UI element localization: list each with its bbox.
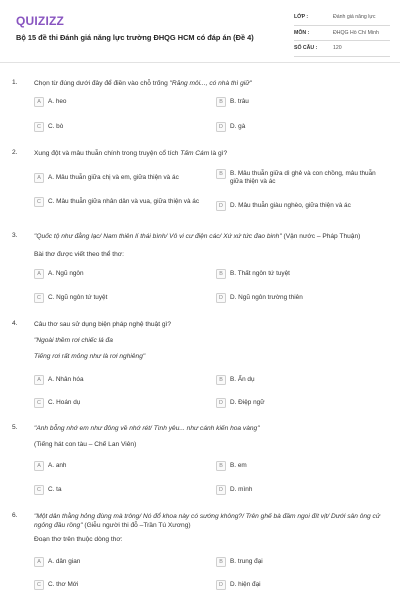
- question-number: 6.: [12, 512, 18, 519]
- option-letter: C: [34, 485, 44, 495]
- option-letter: B: [216, 557, 226, 567]
- option-d[interactable]: [216, 293, 386, 303]
- option-text: D. hiện đại: [230, 581, 261, 588]
- question-number: 2.: [12, 149, 18, 156]
- option-a[interactable]: [34, 173, 204, 183]
- option-b[interactable]: [216, 269, 386, 279]
- option-d[interactable]: [216, 398, 386, 408]
- option-text: B. Ẩn dụ: [230, 376, 255, 383]
- option-letter: B: [216, 269, 226, 279]
- option-text: A. Nhân hóa: [48, 376, 84, 383]
- option-d[interactable]: [216, 201, 386, 211]
- option-letter: B: [216, 375, 226, 385]
- option-letter: C: [34, 293, 44, 303]
- option-letter: C: [34, 197, 44, 207]
- option-letter: C: [34, 398, 44, 408]
- option-text: D. mình: [230, 486, 253, 493]
- option-d[interactable]: [216, 122, 386, 132]
- quizizz-logo: QUIZIZZ: [16, 14, 65, 28]
- option-c[interactable]: [34, 293, 204, 303]
- question-number: 3.: [12, 232, 18, 239]
- meta-row-count: [294, 41, 390, 57]
- option-text: C. thơ Mới: [48, 581, 79, 588]
- option-b[interactable]: [216, 97, 386, 107]
- option-c[interactable]: [34, 122, 204, 132]
- option-text: B. Thất ngôn tứ tuyệt: [230, 270, 290, 277]
- question-text: "Một dân thằng hỏng đùng mà trông/ Nó đổ khoa này có sướng không?/ Trên ghế bà đầm ngoi đít vịt/ Dưới sân ông cử ngỏng đầu rồng" (Giễu người thi đỗ –Trần Tú Xương): [34, 513, 381, 529]
- option-letter: D: [216, 485, 226, 495]
- option-a[interactable]: [34, 269, 204, 279]
- option-b[interactable]: [216, 169, 386, 186]
- meta-row-class: [294, 10, 390, 26]
- option-a[interactable]: [34, 375, 204, 385]
- option-letter: C: [34, 580, 44, 590]
- meta-key: SỐ CÂU :: [294, 45, 318, 52]
- option-b[interactable]: [216, 557, 386, 567]
- option-text: B. em: [230, 462, 247, 469]
- header-divider: [0, 62, 400, 63]
- option-text: B. trung đại: [230, 558, 263, 565]
- meta-value: ĐHQG Hồ Chí Minh: [333, 29, 379, 36]
- option-letter: B: [216, 169, 226, 179]
- question-quote-line: "Ngoài thềm rơi chiếc lá đa: [34, 337, 113, 344]
- meta-key: LỚP :: [294, 14, 309, 21]
- option-text: B. trâu: [230, 98, 249, 105]
- option-letter: A: [34, 173, 44, 183]
- option-c[interactable]: [34, 580, 204, 590]
- option-a[interactable]: [34, 97, 204, 107]
- option-text: D. Ngũ ngôn trường thiên: [230, 294, 303, 301]
- option-text: A. Ngũ ngôn: [48, 270, 84, 277]
- option-letter: D: [216, 580, 226, 590]
- option-text: A. anh: [48, 462, 67, 469]
- option-d[interactable]: [216, 580, 386, 590]
- option-letter: B: [216, 97, 226, 107]
- question-subtext: (Tiếng hát con tàu – Chế Lan Viên): [34, 441, 137, 448]
- option-letter: B: [216, 461, 226, 471]
- meta-value: Đánh giá năng lực: [333, 14, 376, 21]
- option-letter: A: [34, 557, 44, 567]
- option-letter: D: [216, 293, 226, 303]
- option-text: C. ta: [48, 486, 62, 493]
- option-letter: C: [34, 122, 44, 132]
- option-text: A. Mâu thuẫn giữa chị và em, giữa thiện và ác: [48, 174, 179, 181]
- document-title: Bộ 15 đề thi Đánh giá năng lực trường ĐHQG HCM có đáp án (Đề 4): [16, 33, 254, 42]
- question-number: 1.: [12, 79, 18, 86]
- option-letter: A: [34, 269, 44, 279]
- option-a[interactable]: [34, 461, 204, 471]
- option-text: C. Mâu thuẫn giữa nhân dân và vua, giữa thiện và ác: [48, 198, 200, 205]
- question-text: "Quốc tộ như đằng lạc/ Nam thiên lí thái bình/ Vô vi cư điện các/ Xứ xứ tức đao binh" (Vận nước – Pháp Thuận): [34, 233, 361, 240]
- meta-value: 120: [333, 45, 342, 52]
- question-number: 5.: [12, 424, 18, 431]
- question-number: 4.: [12, 320, 18, 327]
- question-text: Chọn từ đúng dưới đây để điền vào chỗ trống "Răng môi..., có nhà thì giữ": [34, 80, 252, 87]
- option-letter: D: [216, 398, 226, 408]
- question-quote-line: Tiếng rơi rất mỏng như là rơi nghiêng": [34, 353, 146, 360]
- option-c[interactable]: [34, 197, 204, 207]
- meta-key: MÔN :: [294, 29, 310, 36]
- question-text: Câu thơ sau sử dụng biện pháp nghệ thuật gì?: [34, 321, 172, 328]
- document-header: [0, 0, 400, 60]
- option-b[interactable]: [216, 375, 386, 385]
- option-text: C. bò: [48, 123, 64, 130]
- option-text: D. gà: [230, 123, 246, 130]
- question-text: "Anh bỗng nhớ em như đông về nhớ rét/ Tình yêu... như cánh kiến hoa vàng": [34, 425, 260, 432]
- option-text: C. Ngũ ngôn tứ tuyệt: [48, 294, 108, 301]
- option-letter: D: [216, 122, 226, 132]
- option-c[interactable]: [34, 485, 204, 495]
- option-c[interactable]: [34, 398, 204, 408]
- meta-table: [294, 10, 390, 57]
- option-text: C. Hoán dụ: [48, 399, 81, 406]
- option-letter: A: [34, 461, 44, 471]
- option-text: B. Mâu thuẫn giữa dì ghẻ và con chồng, mâu thuẫn giữa thiện và ác: [230, 170, 376, 185]
- question-subtext: Bài thơ được viết theo thể thơ:: [34, 251, 124, 258]
- question-subtext: Đoạn thơ trên thuộc dòng thơ:: [34, 536, 123, 543]
- option-text: D. Điệp ngữ: [230, 399, 265, 406]
- option-letter: A: [34, 97, 44, 107]
- option-letter: D: [216, 201, 226, 211]
- option-letter: A: [34, 375, 44, 385]
- option-d[interactable]: [216, 485, 386, 495]
- option-a[interactable]: [34, 557, 204, 567]
- option-text: A. dân gian: [48, 558, 81, 565]
- option-text: D. Mâu thuẫn giàu nghèo, giữa thiện và ác: [230, 202, 351, 209]
- option-text: A. heo: [48, 98, 67, 105]
- meta-row-subject: [294, 26, 390, 42]
- question-text: Xung đột và mâu thuẫn chính trong truyện cổ tích Tấm Cám là gì?: [34, 150, 228, 157]
- option-b[interactable]: [216, 461, 386, 471]
